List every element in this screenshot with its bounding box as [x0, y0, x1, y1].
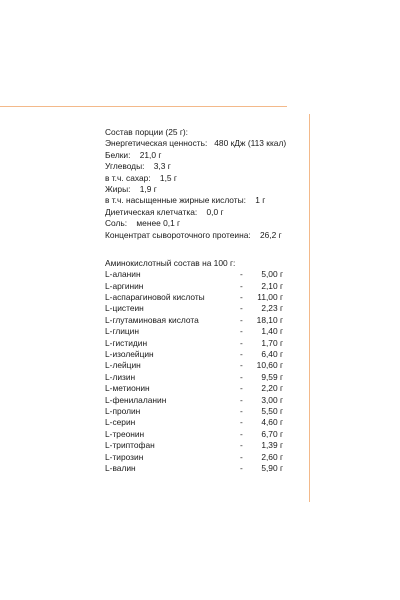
amino-row [105, 326, 305, 337]
amino-name: L-серин [105, 417, 136, 428]
amino-dash: - [240, 326, 243, 337]
amino-value: 6,40 г [261, 349, 283, 360]
amino-value: 5,50 г [261, 405, 283, 416]
amino-value: 18,10 г [256, 314, 283, 325]
amino-row [105, 440, 305, 451]
amino-name: L-треонин [105, 428, 145, 439]
amino-dash: - [240, 292, 243, 303]
amino-name: L-лейцин [105, 360, 141, 371]
amino-title: Аминокислотный состав на 100 г: [105, 257, 236, 268]
amino-row [105, 315, 305, 326]
amino-row [105, 360, 305, 371]
serving-title: Состав порции (25 г): [105, 127, 189, 137]
amino-row [105, 338, 305, 349]
amino-dash: - [240, 428, 243, 439]
amino-row [105, 406, 305, 417]
amino-row [105, 269, 305, 280]
amino-dash: - [240, 405, 243, 416]
amino-name: L-триптофан [105, 440, 155, 451]
amino-dash: - [240, 394, 243, 405]
amino-value: 10,60 г [256, 360, 283, 371]
amino-value: 3,00 г [261, 394, 283, 405]
serving-line: в т.ч. насыщенные жирные кислоты: 1 г [105, 195, 266, 206]
amino-value: 1,39 г [261, 440, 283, 451]
amino-name: L-глутаминовая кислота [105, 314, 199, 325]
amino-name: L-изолейцин [105, 349, 154, 360]
amino-name: L-аспарагиновой кислоты [105, 292, 205, 303]
amino-row [105, 349, 305, 360]
serving-line: Энергетическая ценность: 480 кДж (113 ккал) [105, 138, 287, 149]
amino-value: 5,90 г [261, 462, 283, 473]
amino-row [105, 429, 305, 440]
amino-row [105, 417, 305, 428]
amino-value: 11,00 г [257, 292, 283, 303]
amino-dash: - [240, 360, 243, 371]
composition-text-block [105, 127, 305, 474]
serving-lines [105, 138, 305, 241]
serving-line: Диетическая клетчатка: 0,0 г [105, 206, 224, 217]
amino-dash: - [240, 462, 243, 473]
serving-line: Соль: менее 0,1 г [105, 218, 181, 229]
amino-value: 9,59 г [261, 371, 283, 382]
amino-name: L-фенилаланин [105, 394, 167, 405]
amino-dash: - [240, 303, 243, 314]
amino-value: 2,20 г [261, 383, 283, 394]
amino-dash: - [240, 349, 243, 360]
amino-name: L-гистидин [105, 337, 148, 348]
amino-row [105, 452, 305, 463]
accent-line-horizontal [0, 106, 287, 107]
amino-value: 1,70 г [261, 337, 283, 348]
serving-line: Белки: 21,0 г [105, 149, 162, 160]
amino-dash: - [240, 383, 243, 394]
amino-dash: - [240, 451, 243, 462]
amino-name: L-метионин [105, 383, 150, 394]
serving-line: Жиры: 1,9 г [105, 183, 157, 194]
amino-name: L-аргинин [105, 280, 144, 291]
amino-row [105, 383, 305, 394]
amino-value: 1,40 г [261, 326, 283, 337]
amino-dash: - [240, 371, 243, 382]
serving-line: в т.ч. сахар: 1,5 г [105, 172, 177, 183]
amino-name: L-аланин [105, 269, 141, 280]
amino-value: 5,00 г [261, 269, 283, 280]
amino-row [105, 292, 305, 303]
amino-dash: - [240, 337, 243, 348]
accent-line-vertical [309, 114, 310, 502]
amino-value: 2,10 г [261, 280, 283, 291]
amino-value: 4,60 г [261, 417, 283, 428]
amino-row [105, 303, 305, 314]
amino-name: L-глицин [105, 326, 139, 337]
amino-dash: - [240, 314, 243, 325]
amino-row [105, 281, 305, 292]
section-gap [105, 241, 305, 258]
amino-value: 2,23 г [261, 303, 283, 314]
amino-name: L-лизин [105, 371, 136, 382]
amino-dash: - [240, 440, 243, 451]
amino-name: L-цистеин [105, 303, 144, 314]
amino-value: 2,60 г [261, 451, 283, 462]
serving-line: Углеводы: 3,3 г [105, 161, 171, 172]
amino-row [105, 463, 305, 474]
amino-dash: - [240, 417, 243, 428]
amino-dash: - [240, 280, 243, 291]
amino-row [105, 395, 305, 406]
amino-value: 6,70 г [261, 428, 283, 439]
amino-name: L-пролин [105, 405, 141, 416]
amino-name: L-валин [105, 462, 136, 473]
amino-dash: - [240, 269, 243, 280]
amino-row [105, 372, 305, 383]
serving-line: Концентрат сывороточного протеина: 26,2 г [105, 229, 282, 240]
amino-table [105, 269, 305, 474]
amino-name: L-тирозин [105, 451, 144, 462]
